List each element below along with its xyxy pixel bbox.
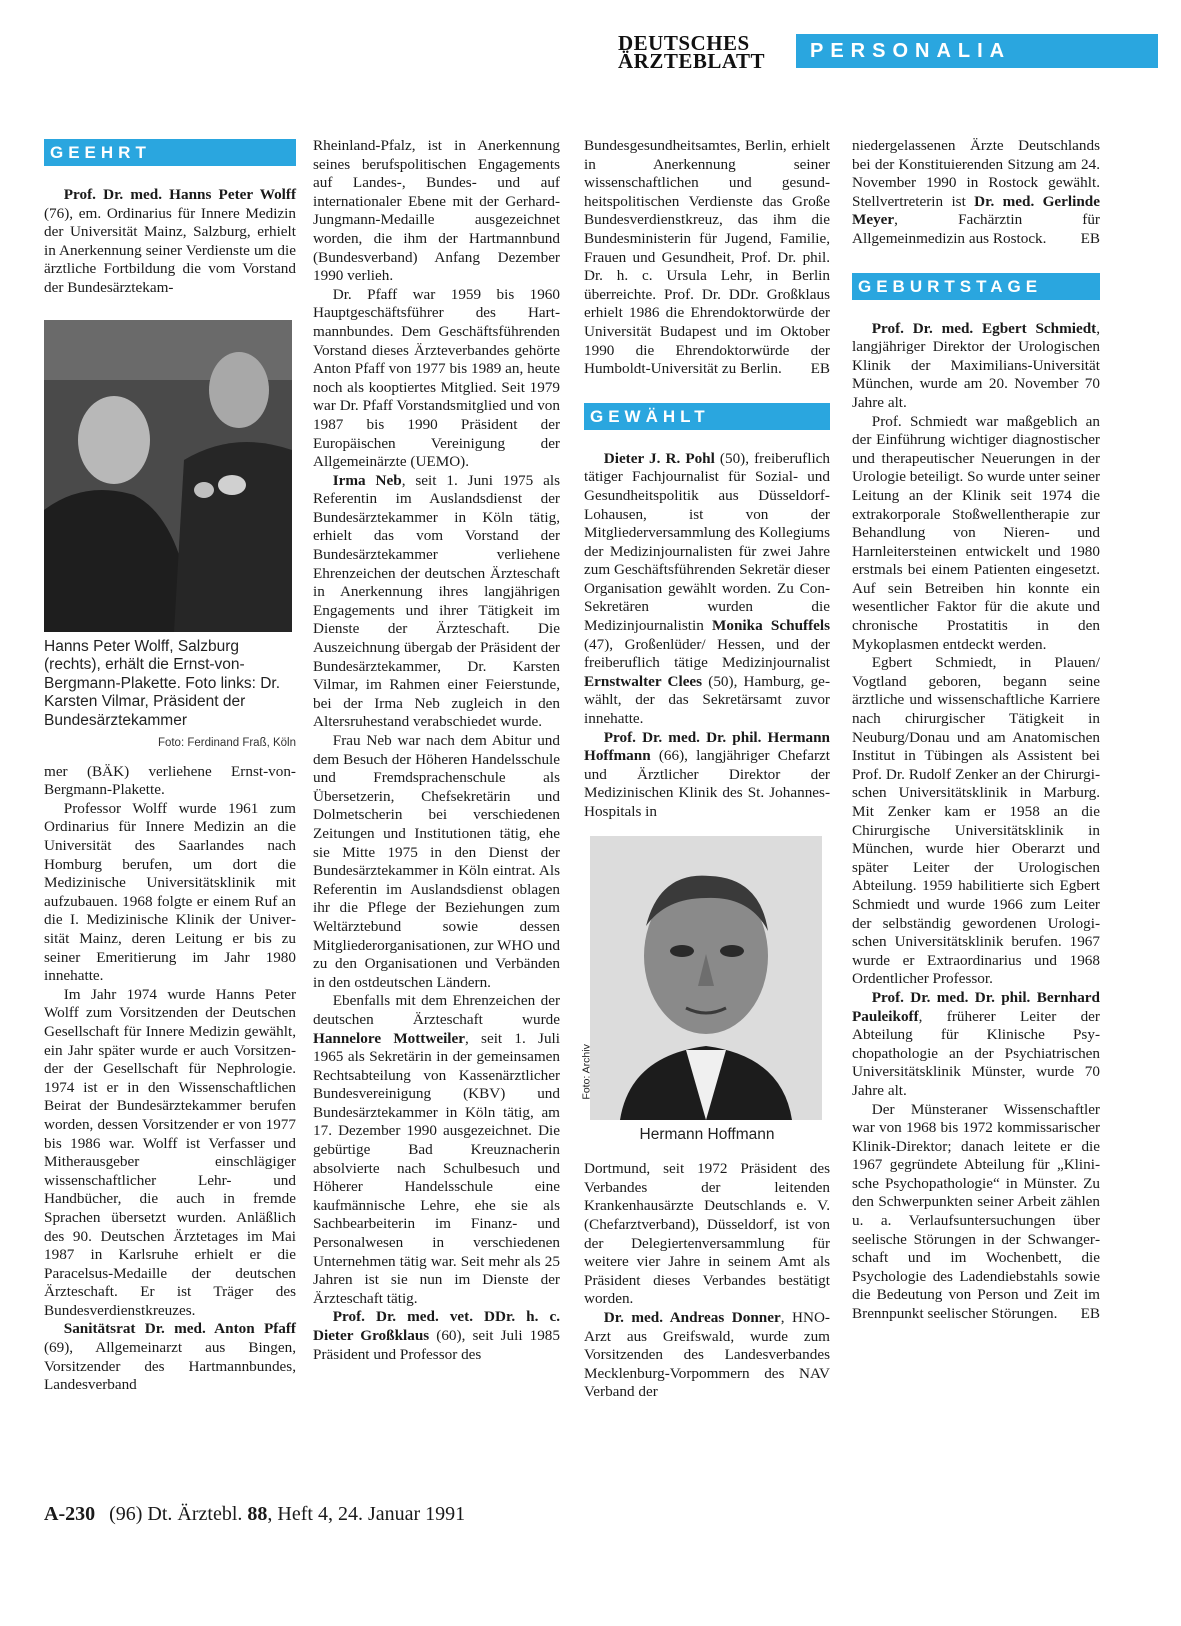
entry-text: (66), langjähriger Chefarzt und Ärztlicher Direktor der Medizinischen Klinik des St. Johannes-Hospitals in: [584, 747, 830, 820]
entry-text: , langjähriger Direktor der Urologischen Klinik der Maximilians-Universität München, wurde am 20. November 70 Jahre alt.: [852, 319, 1100, 411]
entry-grossklaus: [313, 1308, 560, 1364]
heading-gewaehlt: GEWÄHLT: [584, 403, 830, 430]
name-mottweiler: Hannelore Mottweiler: [313, 1029, 465, 1047]
heading-geburtstage: GEBURTSTAGE: [852, 273, 1100, 300]
paragraph: Dortmund, seit 1972 Präsident des Verbandes der leitenden Krankenhausärzte Deutschlands e. V. (Chefarztverband), Düsseldorf, ist von der Delegiertenversammlung für weitere vier Jahre in seinem Amt als Präsident dieses Verbandes bestätigt worden.: [584, 1160, 830, 1308]
name-schmiedt: Prof. Dr. med. Egbert Schmiedt: [871, 319, 1097, 337]
paragraph: Dr. Pfaff war 1959 bis 1960 Hauptgeschäftsführer des Hartmannbundes. Dem Geschäftsführenden Vorstand dieses Ärzteverbandes gehörte Anton Pfaff von 1977 bis 1989 an, heute noch als kooptiertes Mitglied. Seit 1979 war Dr. Pfaff Vorstandsmitglied und von 1987 bis 1990 Präsident der Europäischen Vereinigung der Allgemeinärzte (UEMO).: [313, 285, 560, 471]
paragraph: Professor Wolff wurde 1961 zum Ordinarius für Innere Medizin an die Universität des Saarlandes nach Homburg berufen, um dort die Medizinische Universitätsklinik mit aufzubauen. 1968 folgte er einem Ruf an die I. Medizinische Klinik der Universität Mainz, deren Leitung er bis zu seiner Emeritierung im Jahr 1980 innehatte.: [44, 799, 296, 985]
name-donner: Dr. med. Andreas Donner: [603, 1308, 781, 1326]
paragraph: Rheinland-Pfalz, ist in Anerkennung seines berufspolitischen Engagements auf Landes-, Bundes- und auf internationaler Ebene mit der Gerhard-Jungmann-Medaille ausgezeichnet worden, die ihm der Hartmannbund (Bundesverband) Anfang Dezember 1990 verlieh.: [313, 137, 560, 285]
entry-text: (76), em. Ordinarius für Innere Medizin der Universität Mainz, Salzburg, erhielt in Anerkennung seiner Verdienste um die ärztliche Fortbildung die vom Vorstand der Bundesärztekam-: [44, 204, 296, 296]
entry-donner: [584, 1309, 830, 1402]
entry-text: , seit 1. Juli 1965 als Sekretärin in der gemeinsamen Rechtsabteilung von Kassenärztlicher Bundesvereinigung (KBV) und Bundesärztekammer in Köln tätig, am 17. Dezember 1990 ausgezeichnet. Die gebürtige Bad Kreuznacherin absolvierte nach Schulbesuch und Höherer Handelsschule eine kaufmännische Lehre, ehe sie als Sachbearbeiterin im Finanz- und Personalwesen in verschiedenen Unternehmen tätig war. Seit mehr als 25 Jahren ist sie nun im Dienste der Ärzteschaft tätig.: [313, 1029, 560, 1307]
footer-citation: (96) Dt. Ärztebl.: [109, 1503, 248, 1525]
entry-pohl: [584, 450, 830, 729]
entry-text: niedergelassenen Ärzte Deutschlands bei der Konstituierenden Sitzung am 24. November 1990 in Rostock gewählt. Stellvertreterin ist: [852, 137, 1100, 210]
name-hoffmann: Prof. Dr. med. Dr. phil. Hermann Hoffmann: [584, 728, 830, 765]
photo-illustration: [44, 320, 292, 632]
logo-line-1: DEUTSCHES: [618, 31, 750, 55]
entry-text: (69), Allgemeinarzt aus Bingen, Vorsitzender des Hartmannbundes, Landesverband: [44, 1339, 296, 1394]
entry-text: Bundesgesundheitsamtes, Berlin, erhielt in Anerkennung seiner wissenschaftlichen und gesundheitspolitischen Verdienste das Große Bundesverdienstkreuz, das ihm die Bundesministerin für Jugend, Familie, Frauen und Gesundheit, Prof. Dr. phil. Dr. h. c. Ursula Lehr, in Berlin überreichte. Prof. Dr. DDr. Großklaus erhielt 1986 die Ehrendoktorwürde der Universität Budapest und im Oktober 1990 die Ehrendoktorwürde der Humboldt-Universität zu Berlin.: [584, 137, 830, 378]
name-clees: Ernstwalter Clees: [584, 672, 703, 690]
entry-text: , seit 1. Juni 1975 als Referentin im Auslandsdienst der Bundesärztekammer in Köln tätig, erhielt das vom Vorstand der Bundesärztekammer verliehene Ehrenzeichen der deutschen Ärzteschaft in Anerkennung ihres langjährigen Engagements und ihrer Tätigkeit im Dienste der Ärzteschaft. Die Auszeichnung übergab der Präsident der Bundesärztekammer, Dr. Karsten Vilmar, im Rahmen einer Feierstunde, bei der Irma Neb zugleich in den Altersruhestand verabschiedet wurde.: [313, 471, 560, 731]
photo-caption-wolff: Hanns Peter Wolff, Salzburg (rechts), erhält die Ernst-von-Bergmann-Plakette. Foto links: Dr. Karsten Vilmar, Präsident der Bundesärztekammer: [44, 637, 281, 729]
author-initials: EB: [1080, 229, 1100, 247]
entry-text: , Fachärztin für Allgemeinmedizin aus Rostock.: [852, 211, 1100, 247]
name-pfaff: Sanitätsrat Dr. med. Anton Pfaff: [63, 1320, 296, 1338]
entry-neb: [313, 472, 560, 732]
journal-logo: [618, 31, 793, 73]
column-3: [580, 137, 830, 1402]
paragraph: [852, 1101, 1100, 1324]
entry-text: , HNO-Arzt aus Greifswald, wurde zum Vorsitzenden des Landesverbandes Mecklenburg-Vorpommern des NAV Verband der: [584, 1308, 830, 1401]
column-4: [852, 137, 1100, 1324]
column-2: [313, 137, 560, 1364]
paragraph: [584, 137, 830, 379]
entry-wolff: [44, 186, 296, 298]
photo-credit-wolff: Foto: Ferdinand Fraß, Köln: [157, 737, 296, 750]
name-meyer: Dr. med. Gerlinde Meyer: [852, 192, 1100, 229]
name-grossklaus: Prof. Dr. med. vet. DDr. h. c. Dieter Großklaus: [313, 1308, 560, 1344]
logo-line-2: ÄRZTEBLATT: [618, 49, 765, 73]
name-pohl: Dieter J. R. Pohl: [603, 449, 715, 467]
footer-issue: , Heft 4, 24. Januar 1991: [267, 1503, 466, 1525]
name-wolff: Prof. Dr. med. Hanns Peter Wolff: [63, 186, 296, 203]
heading-geehrt: GEEHRT: [44, 139, 296, 166]
page-number: A-230: [44, 1503, 96, 1525]
portrait-illustration: [590, 836, 822, 1120]
entry-text: (50), Hamburg, gewählt, der das Sekretärsamt zuvor innehatte.: [584, 672, 830, 728]
paragraph: Prof. Schmiedt war maßgeblich an der Einführung wichtiger diagnostischer und therapeutischer Neuerungen in der Urologie beteiligt. So wurde unter seiner Leitung an der Klinik seit 1974 die extrakorporale Stoßwellentherapie zur Behandlung von Nieren- und Harnleitersteinen entwickelt und 1980 erstmals bei einem Patienten eingesetzt. Auf sein Betreiben hin konnte ein wesentlicher Faktor für die akute und chronische Prostatitis in den Mykoplasmen entdeckt werden.: [852, 412, 1100, 653]
author-initials: EB: [1080, 1305, 1100, 1323]
photo-credit-hoffmann: Foto: Archiv: [580, 1044, 593, 1100]
entry-text: , früherer Leiter der Abteilung für Klinische Psychopathologie an der Psychiatrischen Universitätsklinik Münster, wurde 70 Jahre alt.: [852, 1007, 1100, 1099]
entry-meyer: [852, 137, 1100, 249]
entry-text: (50), freiberuflich tätiger Fachjournalist für Sozial- und Gesundheitspolitik aus Düsseldorf-Lohausen, ist von der Mitgliederversammlung des Kollegiums der Medizinjournalisten für zwei Jahre zum Geschäftsführenden Sekretär dieser Organisation gewählt worden. Zu Con-Sekretären wurden die Medizinjournalistin: [584, 449, 830, 635]
paragraph: mer (BÄK) verliehene Ernst-von-Bergmann-Plakette.: [44, 762, 296, 799]
photo-wolff-award: [44, 320, 292, 632]
photo-caption-hoffmann: Hermann Hoffmann: [639, 1125, 775, 1143]
paragraph: Frau Neb war nach dem Abitur und dem Besuch der Höheren Handelsschule und Fremdsprachenschule als Übersetzerin, Chefsekretärin und Dolmetscherin bei verschiedenen Zeitungen und Institutionen tätig, ehe sie Mitte 1975 in den Dienst der Bundesärztekammer in Köln eintrat. Als Referentin im Auslandsdienst oblagen ihr die Pflege der Beziehungen zum Weltärztebund sowie dessen Mitgliederorganisationen, zur WHO und zu den Organisationen und Verbänden in den ostdeutschen Ländern.: [313, 732, 560, 991]
author-initials: EB: [810, 360, 830, 378]
name-schuffels: Monika Schuffels: [712, 617, 830, 635]
paragraph: Im Jahr 1974 wurde Hanns Peter Wolff zum Vorsitzenden der Deutschen Gesellschaft für Innere Medizin gewählt, ein Jahr später wurde er auch Vorsitzender der Gesellschaft für Nephrologie. 1974 ist er in den Wissenschaftlichen Beirat der Bundesärztekammer berufen worden, dessen Vorsitzender er von 1977 bis 1986 war. Wolff ist Verfasser und Mitherausgeber einschlägiger wissenschaftlicher Lehr- und Handbücher, die auch in fremde Sprachen übersetzt wurden. Anläßlich des 90. Deutschen Ärztetages im Mai 1987 in Karlsruhe erhielt er die Paracelsus-Medaille der deutschen Ärzteschaft. Er ist Träger des Bundesverdienstkreuzes.: [44, 985, 296, 1319]
entry-mottweiler: [313, 992, 560, 1308]
entry-pfaff: [44, 1320, 296, 1394]
entry-text: Ebenfalls mit dem Ehrenzeichen der deutschen Ärzteschaft wurde: [313, 992, 560, 1028]
column-1: [44, 137, 296, 1395]
paragraph: Egbert Schmiedt, in Plauen/ Vogtland geboren, begann seine ärztliche und wissenschaftliche Karriere nach chirurgischer Tätigkeit in Neuburg/Donau und am Anatomischen Institut in Tübingen als Assistent bei Prof. Dr. Rudolf Zenker an der Chirurgischen Universitätsklinik in Marburg. Mit Zenker kam er 1958 an die Chirurgische Universitätsklinik in München, wurde hier Oberarzt und später Leiter der Urologischen Abteilung. 1959 habilitierte sich Egbert Schmiedt und wurde 1966 zum Leiter der selbständig gewordenen Urologischen Universitätsklinik berufen. 1967 wurde er Extraordinarius und 1968 Ordentlicher Professor.: [852, 654, 1100, 988]
entry-pauleikoff: [852, 989, 1100, 1101]
entry-hoffmann: [584, 729, 830, 822]
name-pauleikoff: Prof. Dr. med. Dr. phil. Bernhard Pauleikoff: [852, 988, 1100, 1025]
entry-schmiedt: [852, 320, 1100, 413]
masthead: [618, 31, 1158, 78]
entry-text: (60), seit Juli 1985 Präsident und Professor des: [313, 1327, 560, 1363]
section-banner: PERSONALIA: [796, 34, 1158, 68]
footer-volume: 88: [247, 1503, 268, 1525]
photo-hoffmann: [580, 836, 822, 1120]
page-footer: [44, 1503, 465, 1526]
entry-text: (47), Großenlüder/ Hessen, und der freiberuflich tätige Medizinjournalist: [584, 635, 830, 672]
entry-text: Der Münsteraner Wissenschaftler war von 1968 bis 1972 kommissarischer Klinik-Direktor; danach leitete er die 1967 gegründete Abteilung für „Klinische Psychopathologie“ in Münster. Zu den Schwerpunkten seiner Arbeit zählen u. a. Verlaufsuntersuchungen über seelische Störungen in der Schwangerschaft und im Wochenbett, die Psychologie des Ladendiebstahls sowie die Bedeutung von Person und Zeit im Brennpunkt seelischer Störungen.: [852, 1100, 1100, 1323]
name-neb: Irma Neb: [332, 471, 402, 489]
